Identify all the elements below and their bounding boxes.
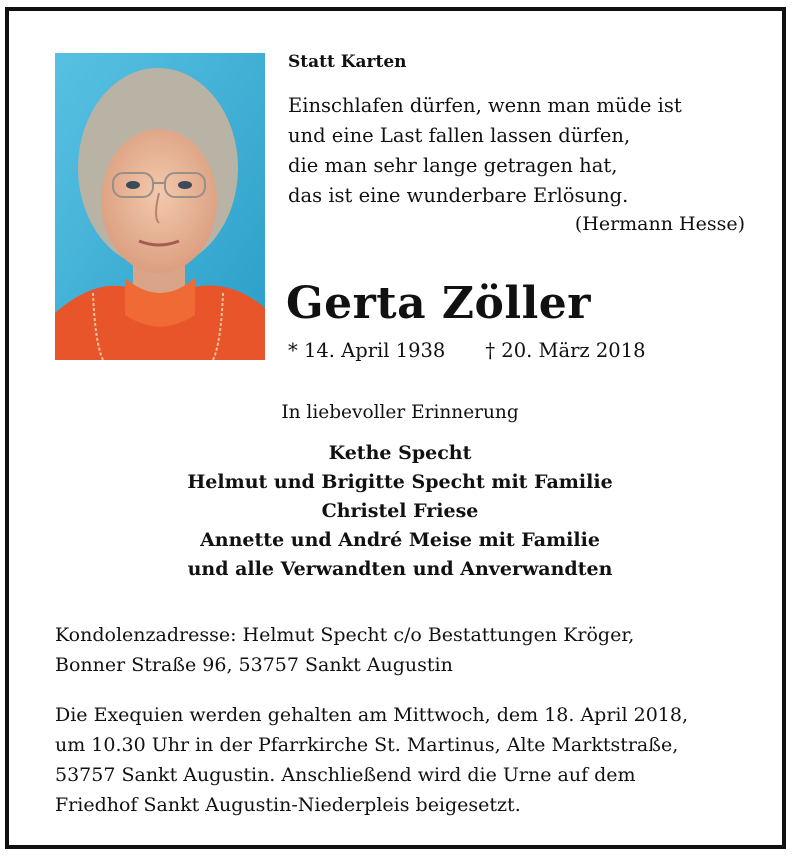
mourner-entry: und alle Verwandten und Anverwandten xyxy=(187,558,613,580)
memory-line: In liebevoller Erinnerung xyxy=(281,402,519,423)
mourner-entry: Christel Friese xyxy=(321,500,479,522)
address-line: Kondolenzadresse: Helmut Specht c/o Bestattungen Kröger, xyxy=(55,624,635,646)
deceased-name: Gerta Zöller xyxy=(286,278,591,329)
funeral-notice-line: 53757 Sankt Augustin. Anschließend wird die Urne auf dem xyxy=(55,764,636,786)
portrait-photo xyxy=(55,53,265,360)
poem-author: (Hermann Hesse) xyxy=(574,213,745,235)
death-date: † 20. März 2018 xyxy=(485,339,646,362)
address-line: Bonner Straße 96, 53757 Sankt Augustin xyxy=(55,654,453,676)
birth-date: * 14. April 1938 xyxy=(288,339,446,362)
poem-line: und eine Last fallen lassen dürfen, xyxy=(288,124,631,147)
funeral-notice-line: Die Exequien werden gehalten am Mittwoch, dem 18. April 2018, xyxy=(55,704,689,726)
condolence-address xyxy=(55,620,634,680)
life-dates xyxy=(288,339,646,362)
mourner-entry: Kethe Specht xyxy=(328,442,472,464)
poem-line: Einschlafen dürfen, wenn man müde ist xyxy=(288,94,682,117)
poem-line: das ist eine wunderbare Erlösung. xyxy=(288,184,629,207)
funeral-notice-line: Friedhof Sankt Augustin-Niederpleis beigesetzt. xyxy=(55,794,521,816)
mourner-entry: Helmut und Brigitte Specht mit Familie xyxy=(187,471,613,493)
mourner-entry: Annette und André Meise mit Familie xyxy=(200,529,600,551)
mourners-list xyxy=(0,439,800,584)
funeral-notice xyxy=(55,700,688,820)
statt-karten-heading: Statt Karten xyxy=(288,52,407,72)
poem-line: die man sehr lange getragen hat, xyxy=(288,154,618,177)
poem xyxy=(288,91,682,211)
funeral-notice-line: um 10.30 Uhr in der Pfarrkirche St. Martinus, Alte Marktstraße, xyxy=(55,734,679,756)
